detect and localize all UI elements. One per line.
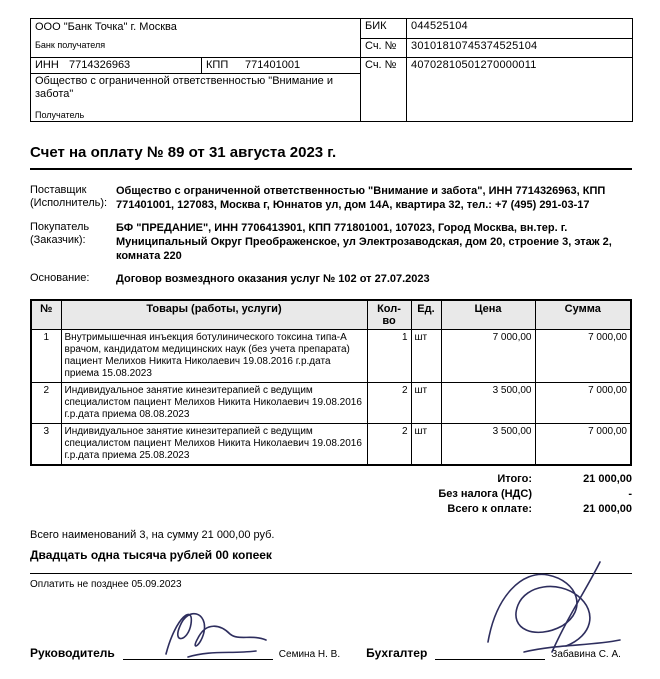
due-value: 21 000,00 bbox=[583, 503, 632, 515]
invoice-title: Счет на оплату № 89 от 31 августа 2023 г. bbox=[30, 144, 632, 170]
account-value: 40702810501270000011 bbox=[407, 58, 633, 122]
col-header-sum: Сумма bbox=[535, 300, 631, 330]
item-price: 3 500,00 bbox=[441, 383, 535, 424]
director-name: Семина Н. В. bbox=[278, 649, 341, 660]
totals-section bbox=[30, 473, 632, 515]
item-sum: 7 000,00 bbox=[535, 330, 631, 383]
total-row bbox=[497, 473, 632, 485]
inn-label: ИНН bbox=[35, 59, 59, 71]
pay-before-note: Оплатить не позднее 05.09.2023 bbox=[30, 579, 182, 590]
vat-value: - bbox=[628, 488, 632, 500]
item-qty: 1 bbox=[367, 330, 411, 383]
item-name: Индивидуальное занятие кинезитерапией с ведущим специалистом пациент Мелихов Никита Николаевич 19.08.2016 г.р.дата приема 25.08.2023 bbox=[61, 424, 367, 466]
bank-caption: Банк получателя bbox=[35, 40, 106, 50]
due-row bbox=[447, 503, 632, 515]
supplier-row bbox=[30, 184, 632, 212]
bik-value: 044525104 bbox=[407, 19, 633, 39]
signatures-section bbox=[30, 646, 632, 660]
item-qty: 2 bbox=[367, 383, 411, 424]
basis-label: Основание: bbox=[30, 272, 90, 284]
amount-in-words: Двадцать одна тысяча рублей 00 копеек bbox=[30, 548, 272, 562]
kpp-value: 771401001 bbox=[245, 59, 301, 71]
items-count-line: Всего наименований 3, на сумму 21 000,00 руб. bbox=[30, 529, 275, 541]
item-sum: 7 000,00 bbox=[535, 383, 631, 424]
bank-cell bbox=[31, 19, 361, 58]
bank-name: ООО "Банк Точка" г. Москва bbox=[35, 21, 177, 33]
table-row bbox=[31, 383, 631, 424]
col-header-name: Товары (работы, услуги) bbox=[61, 300, 367, 330]
inn-kpp-cell bbox=[31, 58, 361, 74]
recipient-name: Общество с ограниченной ответственностью "Внимание и забота" bbox=[35, 75, 333, 100]
total-value: 21 000,00 bbox=[583, 473, 632, 485]
due-label: Всего к оплате: bbox=[447, 503, 532, 515]
item-name: Внутримышечная инъекция ботулинического токсина типа-А врачом, кандидатом медицинских наук (без учета препарата) пациент Мелихов Никита Николаевич 19.08.2016 г.р.дата приема 15.08.2023 bbox=[61, 330, 367, 383]
bank-details-table bbox=[30, 18, 633, 122]
summary-section bbox=[30, 528, 632, 590]
buyer-row bbox=[30, 221, 632, 263]
vat-row bbox=[438, 488, 632, 500]
bik-label: БИК bbox=[361, 19, 407, 39]
buyer-value: БФ "ПРЕДАНИЕ", ИНН 7706413901, КПП 771801001, 107023, Город Москва, вн.тер. г. Муниципальный Округ Преображенское, ул Электрозаводская, дом 20, строение 3, этаж 2, комната 220 bbox=[116, 222, 612, 262]
col-header-price: Цена bbox=[441, 300, 535, 330]
recipient-caption: Получатель bbox=[35, 110, 85, 120]
item-name: Индивидуальное занятие кинезитерапией с ведущим специалистом пациент Мелихов Никита Николаевич 19.08.2016 г.р.дата приема 08.08.2023 bbox=[61, 383, 367, 424]
item-unit: шт bbox=[411, 330, 441, 383]
item-sum: 7 000,00 bbox=[535, 424, 631, 466]
total-label: Итого: bbox=[497, 473, 532, 485]
account-label: Сч. № bbox=[361, 58, 407, 122]
item-num: 3 bbox=[31, 424, 61, 466]
recipient-cell bbox=[31, 74, 361, 122]
corr-account-label: Сч. № bbox=[361, 38, 407, 58]
item-unit: шт bbox=[411, 424, 441, 466]
accountant-signature-line bbox=[435, 646, 545, 660]
vat-label: Без налога (НДС) bbox=[438, 488, 532, 500]
supplier-label: Поставщик (Исполнитель): bbox=[30, 184, 108, 209]
item-num: 1 bbox=[31, 330, 61, 383]
supplier-value: Общество с ограниченной ответственностью "Внимание и забота", ИНН 7714326963, КПП 771401001, 127083, Москва г, Юннатов ул, дом 14А, квартира 32, тел.: +7 (495) 291-03-17 bbox=[116, 185, 606, 211]
corr-account-value: 30101810745374525104 bbox=[407, 38, 633, 58]
item-price: 3 500,00 bbox=[441, 424, 535, 466]
col-header-num: № bbox=[31, 300, 61, 330]
director-label: Руководитель bbox=[30, 646, 115, 660]
item-price: 7 000,00 bbox=[441, 330, 535, 383]
buyer-label: Покупатель (Заказчик): bbox=[30, 221, 90, 246]
inn-value: 7714326963 bbox=[69, 59, 131, 71]
parties-section bbox=[30, 184, 632, 286]
col-header-unit: Ед. bbox=[411, 300, 441, 330]
items-header-row bbox=[31, 300, 631, 330]
table-row bbox=[31, 424, 631, 466]
accountant-label: Бухгалтер bbox=[366, 646, 428, 660]
items-table bbox=[30, 299, 632, 466]
col-header-qty: Кол-во bbox=[367, 300, 411, 330]
basis-value: Договор возмездного оказания услуг № 102 от 27.07.2023 bbox=[116, 273, 430, 285]
kpp-label: КПП bbox=[201, 58, 241, 73]
item-qty: 2 bbox=[367, 424, 411, 466]
item-num: 2 bbox=[31, 383, 61, 424]
accountant-name: Забавина С. А. bbox=[551, 649, 621, 660]
director-signature-line bbox=[123, 646, 273, 660]
basis-row bbox=[30, 272, 632, 286]
table-row bbox=[31, 330, 631, 383]
divider-line bbox=[30, 573, 632, 574]
item-unit: шт bbox=[411, 383, 441, 424]
